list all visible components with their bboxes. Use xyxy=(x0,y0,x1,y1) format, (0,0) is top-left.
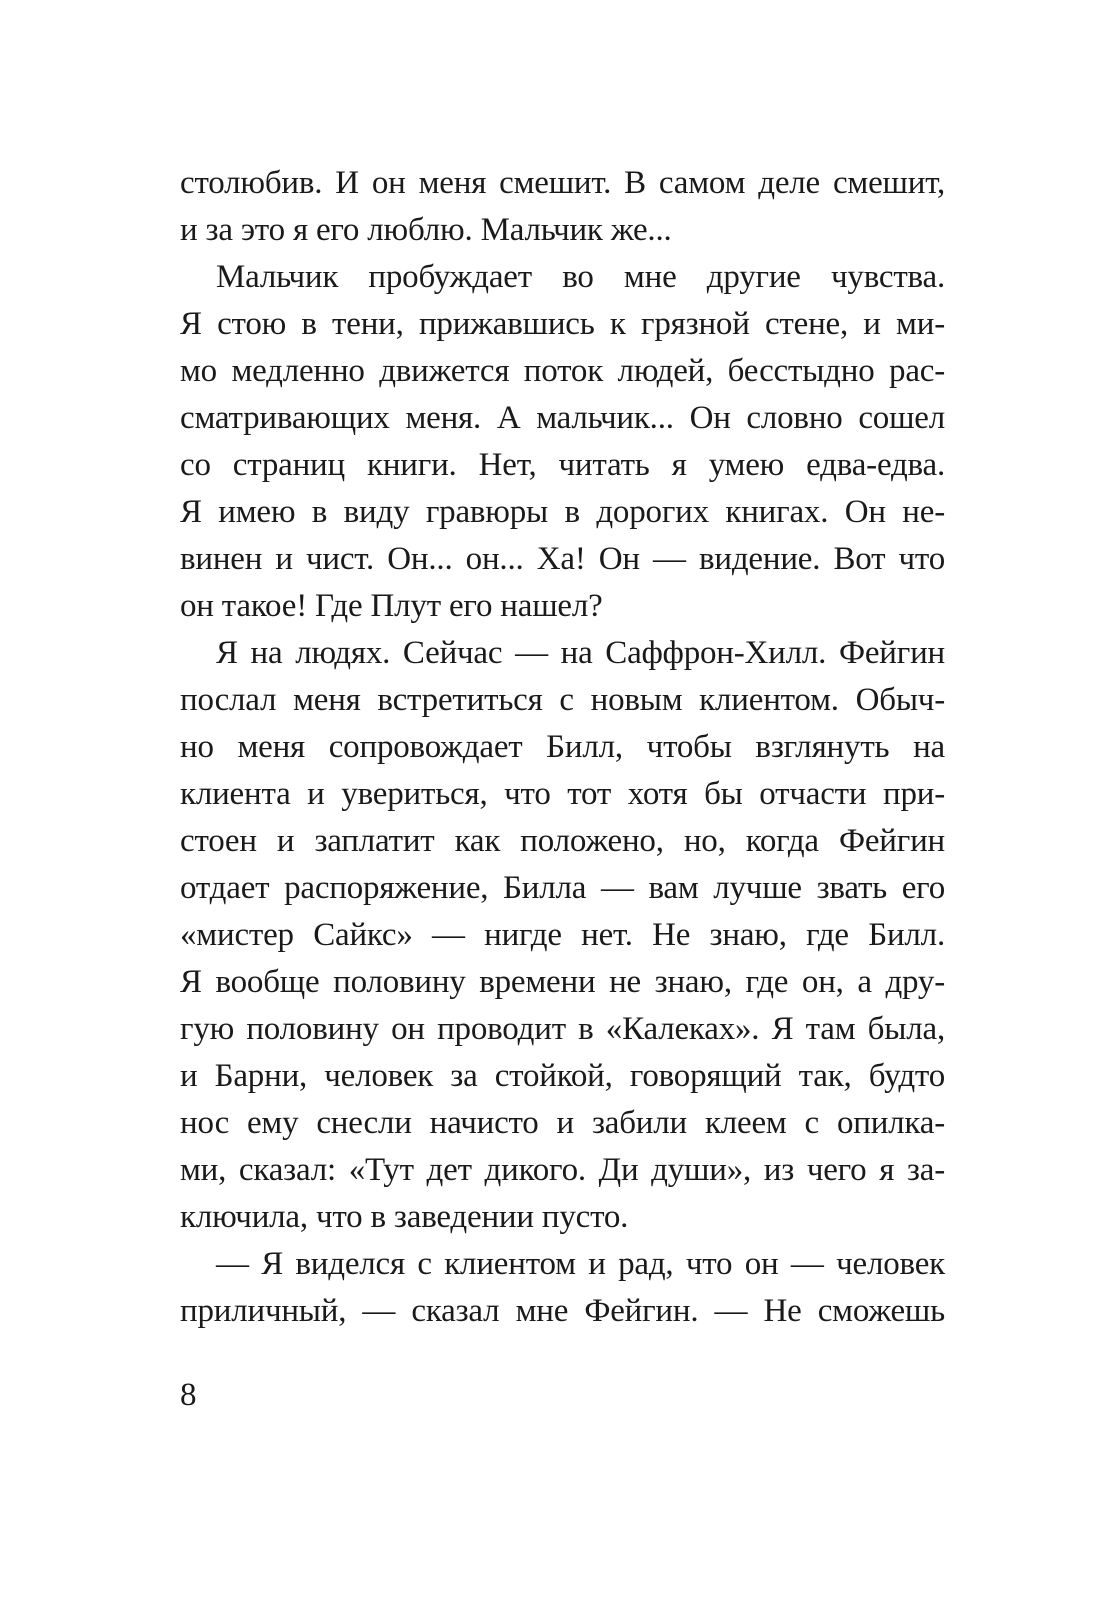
text-line: клиента и увериться, что тот хотя бы отчасти при- xyxy=(180,776,945,812)
text-line: мо медленно движется поток людей, бесстыдно рас- xyxy=(180,353,945,389)
text-line: «мистер Сайкс» — нигде нет. Не знаю, где Билл. xyxy=(180,917,945,953)
text-line: — Я виделся с клиентом и рад, что он — человек xyxy=(216,1246,945,1282)
text-line: Мальчик пробуждает во мне другие чувства. xyxy=(216,259,945,295)
text-line: отдает распоряжение, Билла — вам лучше звать его xyxy=(180,870,945,906)
text-line: Я на людях. Сейчас — на Саффрон-Хилл. Фейгин xyxy=(216,635,945,671)
text-line: винен и чист. Он... он... Ха! Он — видение. Вот что xyxy=(180,541,945,577)
text-line: нос ему снесли начисто и забили клеем с опилка- xyxy=(180,1105,945,1141)
text-line: ключила, что в заведении пусто. xyxy=(180,1199,629,1235)
text-line: и за это я его люблю. Мальчик же... xyxy=(180,212,672,248)
text-line: он такое! Где Плут его нашел? xyxy=(180,588,603,624)
text-line: сматривающих меня. А мальчик... Он словно сошел xyxy=(180,400,945,436)
text-line: но меня сопровождает Билл, чтобы взглянуть на xyxy=(180,729,945,765)
text-line: и Барни, человек за стойкой, говорящий так, будто xyxy=(180,1058,945,1094)
text-line: гую половину он проводит в «Калеках». Я там была, xyxy=(180,1011,945,1047)
text-line: столюбив. И он меня смешит. В самом деле смешит, xyxy=(180,165,945,201)
text-line: Я стою в тени, прижавшись к грязной стене, и ми- xyxy=(180,306,945,342)
text-line: приличный, — сказал мне Фейгин. — Не сможешь xyxy=(180,1293,945,1329)
text-line: Я имею в виду гравюры в дорогих книгах. Он не- xyxy=(180,494,945,530)
text-line: Я вообще половину времени не знаю, где он, а дру- xyxy=(180,964,945,1000)
text-line: послал меня встретиться с новым клиентом. Обыч- xyxy=(180,682,945,718)
text-line: стоен и заплатит как положено, но, когда Фейгин xyxy=(180,823,945,859)
page-number: 8 xyxy=(180,1377,197,1413)
text-line: ми, сказал: «Тут дет дикого. Ди души», из чего я за- xyxy=(180,1152,945,1188)
body-text xyxy=(180,160,945,1335)
text-line: со страниц книги. Нет, читать я умею едва-едва. xyxy=(180,447,945,483)
